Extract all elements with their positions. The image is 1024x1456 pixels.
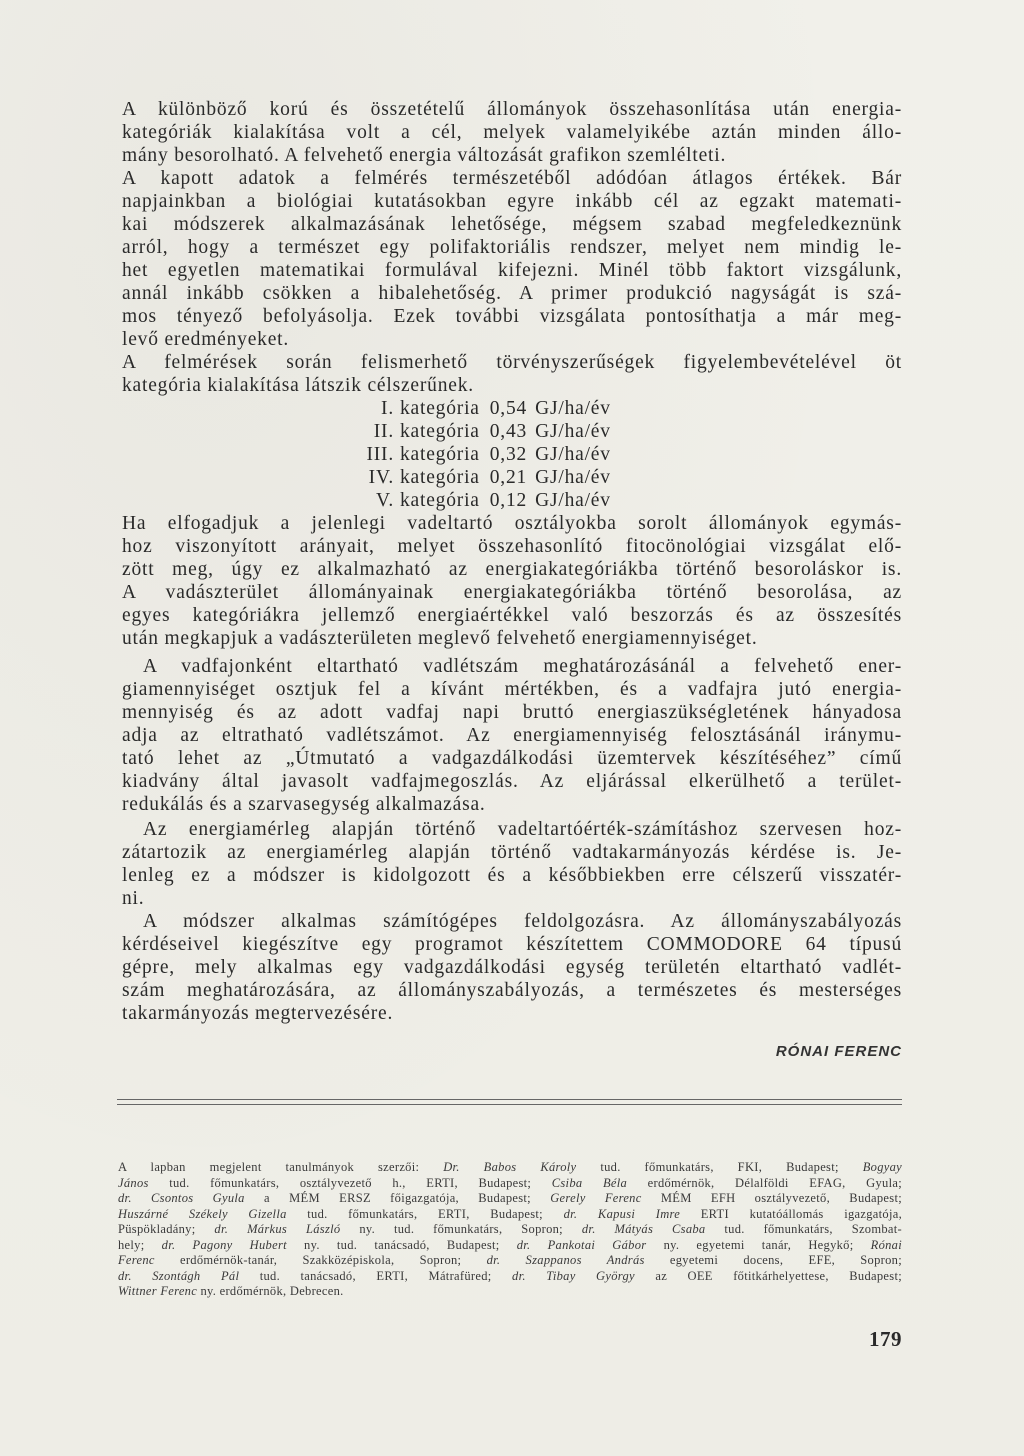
divider-line xyxy=(117,1099,902,1100)
text-line: zátartozik az energiamérleg alapján történő vadtakarmányozás kérdése is. Je- xyxy=(122,842,902,863)
contributor-name: dr. Kapusi Imre xyxy=(563,1206,681,1221)
category-label: kategória xyxy=(400,467,480,488)
contributor-name: dr. Márkus László xyxy=(214,1222,341,1236)
category-row xyxy=(122,443,902,466)
text-line: giamennyiséget osztjuk fel a kívánt mértékben, és a vadfajra jutó energia- xyxy=(122,679,902,700)
contributor-name: Ferenc xyxy=(118,1253,155,1267)
text-line: zött meg, úgy ez alkalmazható az energiakategóriákba történő besoroláskor is. xyxy=(122,559,902,580)
category-row xyxy=(122,420,902,443)
contributor-name: Gerely Ferenc xyxy=(550,1191,642,1205)
footnote-text: ERTI kutatóállomás igazgatója, xyxy=(680,1206,902,1221)
footnote-text: Püspökladány; xyxy=(118,1222,215,1236)
paragraph xyxy=(122,167,902,351)
category-number: IV. xyxy=(368,467,394,488)
text-line: mány besorolható. A felvehető energia változását grafikon szemlélteti. xyxy=(122,145,727,166)
category-unit: GJ/ha/év xyxy=(535,444,611,465)
contributor-name: Huszárné Székely Gizella xyxy=(118,1206,287,1221)
category-unit: GJ/ha/év xyxy=(535,421,611,442)
contributor-name: Dr. Babos Károly xyxy=(443,1160,577,1174)
contributor-name: dr. Pagony Hubert xyxy=(161,1237,287,1252)
footnote-text: tud. főmunkatárs, Szombat- xyxy=(705,1222,903,1236)
footnote-text: tud. főmunkatárs, FKI, Budapest; xyxy=(576,1160,863,1174)
contributor-name: dr. Mátyás Csaba xyxy=(581,1222,706,1236)
footnote-text: ny. egyetemi tanár, Hegykő; xyxy=(646,1237,871,1252)
category-unit: GJ/ha/év xyxy=(535,398,611,419)
contributor-name: Bogyay xyxy=(862,1160,902,1174)
footnote-text: hely; xyxy=(118,1237,162,1252)
category-row xyxy=(122,397,902,420)
category-number: II. xyxy=(373,421,394,442)
paragraph xyxy=(122,818,902,910)
footnote-text: erdőmérnök, Délalföldi EFAG, Gyula; xyxy=(627,1175,902,1190)
footnote-text: egyetemi docens, EFE, Sopron; xyxy=(644,1253,902,1267)
paragraph xyxy=(122,351,902,397)
category-number: I. xyxy=(381,398,394,419)
text-line: kai módszerek alkalmazásának lehetősége, mégsem szabad megfeledkeznünk xyxy=(122,214,902,235)
text-line: het egyetlen matematikai formulával kifejezni. Minél több faktort vizsgálunk, xyxy=(122,260,902,281)
contributor-name: dr. Szontágh Pál xyxy=(118,1268,240,1283)
text-line: annál inkább csökken a hibalehetőség. A primer produkció nagyságát is szá- xyxy=(122,283,902,304)
footnote-text: ny. tud. tanácsadó, Budapest; xyxy=(286,1237,517,1252)
text-line: levő eredményeket. xyxy=(122,329,290,350)
text-line: hoz viszonyított arányait, melyet összehasonlító fitocönológiai vizsgálat elő- xyxy=(122,536,902,557)
footnote-line xyxy=(118,1222,902,1238)
text-line: mennyiség és az adott vadfaj napi bruttó energiaszükségletének hányadosa xyxy=(122,702,902,723)
contributor-name: dr. Pankotai Gábor xyxy=(516,1237,647,1252)
text-line: redukálás és a szarvasegység alkalmazása. xyxy=(122,794,486,815)
text-line: egyes kategóriákra jellemző energiaértékkel való beszorzás és az összesítés xyxy=(122,605,902,626)
text-line: gépre, mely alkalmas egy vadgazdálkodási egység területén eltartható vadlét- xyxy=(122,957,902,978)
text-line: A különböző korú és összetételű állományok összehasonlítása után energia- xyxy=(122,99,902,120)
footnote-text: a MÉM ERSZ főigazgatója, Budapest; xyxy=(244,1191,551,1205)
paragraph xyxy=(122,98,902,167)
category-label: kategória xyxy=(400,398,480,419)
article-body xyxy=(122,98,902,1025)
footnote-line xyxy=(118,1207,902,1223)
footnote-line xyxy=(118,1160,902,1176)
text-line: kiadvány által javasolt vadfajmegoszlás. Az eljárással elkerülhető a terület- xyxy=(122,771,902,792)
contributor-name: Csiba Béla xyxy=(551,1175,628,1190)
contributor-name: dr. Tibay György xyxy=(512,1268,635,1283)
contributor-name: János xyxy=(118,1175,149,1190)
category-unit: GJ/ha/év xyxy=(535,467,611,488)
footnote-line xyxy=(118,1269,902,1285)
text-line: takarmányozás megtervezésére. xyxy=(122,1003,394,1024)
footnote-line xyxy=(118,1191,902,1207)
text-line: lenleg ez a módszer is kidolgozott és a későbbiekben erre célszerű visszatér- xyxy=(122,865,902,886)
text-line: szám meghatározására, az állományszabályozás, a természetes és mesterséges xyxy=(122,980,902,1001)
category-value: 0,43 xyxy=(489,421,528,442)
category-row xyxy=(122,466,902,489)
energy-category-list xyxy=(122,397,902,512)
paragraph xyxy=(122,512,902,650)
text-line: A vadászterület állományainak energiakategóriákba történő besorolása, az xyxy=(122,582,902,603)
contributor-name: Rónai xyxy=(870,1237,902,1252)
footnote-text: erdőmérnök-tanár, Szakközépiskola, Sopron; xyxy=(154,1253,487,1267)
category-row xyxy=(122,489,902,512)
text-line: A vadfajonként eltartható vadlétszám meghatározásánál a felvehető ener- xyxy=(143,656,902,677)
text-line: kategóriák kialakítása volt a cél, melyek valamelyikébe aztán minden állo- xyxy=(122,122,902,143)
text-line: arról, hogy a természet egy polifaktoriális rendszer, melyet nem mindig le- xyxy=(122,237,902,258)
paragraph xyxy=(122,910,902,1025)
footnote-text: tud. tanácsadó, ERTI, Mátrafüred; xyxy=(239,1268,513,1283)
footnote-text: ny. tud. főmunkatárs, Sopron; xyxy=(340,1222,582,1236)
category-number: V. xyxy=(375,490,394,511)
category-value: 0,54 xyxy=(489,398,528,419)
footnote-text: tud. főmunkatárs, osztályvezető h., ERTI, Budapest; xyxy=(148,1175,552,1190)
footnote-line xyxy=(118,1238,902,1254)
text-line: A módszer alkalmas számítógépes feldolgozásra. Az állományszabályozás xyxy=(143,911,902,932)
text-line: mos tényező befolyásolja. Ezek további vizsgálata pontosíthatja a már meg- xyxy=(122,306,902,327)
text-line: napjainkban a biológiai kutatásokban egyre inkább cél az egzakt matemati- xyxy=(122,191,902,212)
text-line: kérdéseivel kiegészítve egy programot készítettem COMMODORE 64 típusú xyxy=(122,934,902,955)
author-signature: RÓNAI FERENC xyxy=(775,1043,902,1060)
text-line: A kapott adatok a felmérés természetéből adódóan átlagos értékek. Bár xyxy=(122,168,902,189)
category-label: kategória xyxy=(400,421,480,442)
text-line: A felmérések során felismerhető törvényszerűségek figyelembevételével öt xyxy=(122,352,902,373)
footnote-line xyxy=(118,1176,902,1192)
footnote-text: az OEE főtitkárhelyettese, Budapest; xyxy=(634,1268,902,1283)
category-value: 0,12 xyxy=(489,490,528,511)
text-line: Ha elfogadjuk a jelenlegi vadeltartó osztályokba sorolt állományok egymás- xyxy=(122,513,902,534)
footnote-text: ny. erdőmérnök, Debrecen. xyxy=(197,1284,344,1298)
category-unit: GJ/ha/év xyxy=(535,490,611,511)
text-line: adja az eltratható vadlétszámot. Az energiamennyiség felosztásánál iránymu- xyxy=(122,725,902,746)
footnote-text: tud. főmunkatárs, ERTI, Budapest; xyxy=(286,1206,564,1221)
category-label: kategória xyxy=(400,444,480,465)
text-line: után megkapjuk a vadászterületen meglevő felvehető energiamennyiséget. xyxy=(122,628,758,649)
category-number: III. xyxy=(366,444,394,465)
text-line: ni. xyxy=(122,888,145,909)
divider-line xyxy=(117,1104,902,1105)
category-label: kategória xyxy=(400,490,480,511)
paragraph xyxy=(122,655,902,816)
contributor-name: dr. Szappanos András xyxy=(486,1253,645,1267)
page-number: 179 xyxy=(869,1327,902,1351)
category-value: 0,21 xyxy=(489,467,528,488)
text-line: tató lehet az „Útmutató a vadgazdálkodási üzemtervek készítéséhez” című xyxy=(122,748,902,769)
footnote-line xyxy=(118,1253,902,1269)
text-line: kategória kialakítása látszik célszerűnek. xyxy=(122,375,474,396)
footnote-line xyxy=(118,1284,902,1300)
contributor-name: dr. Csontos Gyula xyxy=(118,1191,245,1205)
category-value: 0,32 xyxy=(489,444,528,465)
text-line: Az energiamérleg alapján történő vadeltartóérték-számításhoz szervesen hoz- xyxy=(143,819,902,840)
footnote-text: A lapban megjelent tanulmányok szerzői: xyxy=(118,1160,444,1174)
footnote xyxy=(118,1160,902,1300)
footnote-text: MÉM EFH osztályvezető, Budapest; xyxy=(641,1191,902,1205)
contributor-name: Wittner Ferenc xyxy=(118,1284,198,1298)
